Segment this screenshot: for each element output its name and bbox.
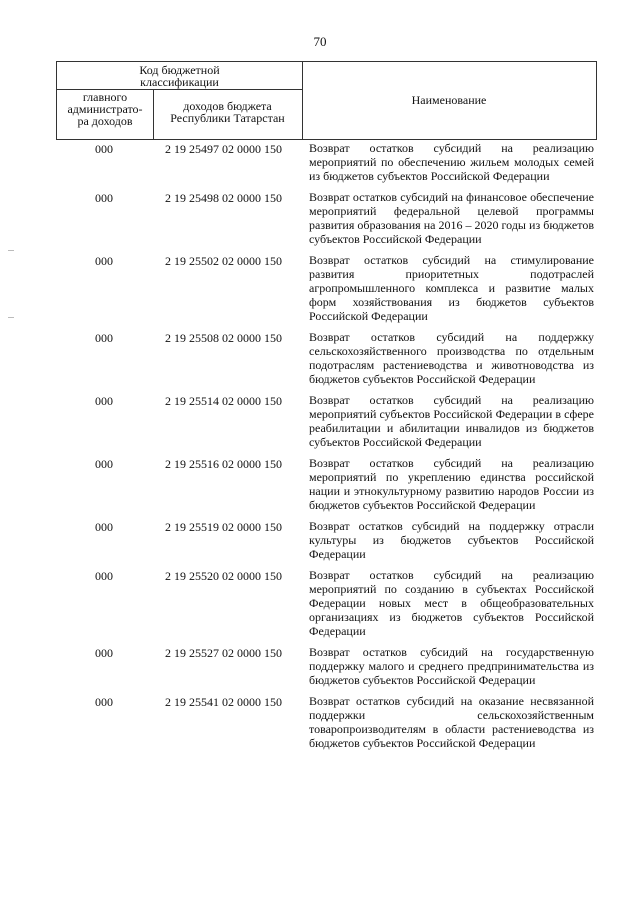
row-admin-code: 000: [95, 569, 113, 583]
row-name: Возврат остатков субсидий на реализацию мероприятий по обеспечению жильем молодых семей из бюджетов субъектов Российской Федерации: [309, 141, 594, 183]
row-name: Возврат остатков субсидий на государственную поддержку малого и среднего предпринимательства из бюджетов субъектов Российской Федерации: [309, 645, 594, 687]
row-admin-code: 000: [95, 457, 113, 471]
table-row: [0, 253, 640, 323]
row-budget-code: 2 19 25541 02 0000 150: [165, 695, 282, 709]
header-admin-line1: главного: [82, 90, 128, 104]
row-admin-code: 000: [95, 520, 113, 534]
row-admin-code: 000: [95, 254, 113, 268]
table-header: [56, 61, 597, 140]
header-chief-administrator: [57, 91, 153, 127]
row-budget-code: 2 19 25527 02 0000 150: [165, 646, 282, 660]
row-name: Возврат остатков субсидий на финансовое обеспечение мероприятий федеральной целевой программы развития образования на 2016 – 2020 годы из бюджетов субъектов Российской Федерации: [309, 190, 594, 246]
row-budget-code: 2 19 25502 02 0000 150: [165, 254, 282, 268]
row-budget-code: 2 19 25514 02 0000 150: [165, 394, 282, 408]
header-admin-line3: ра доходов: [77, 114, 133, 128]
row-admin-code: 000: [95, 142, 113, 156]
scan-margin-mark: [8, 250, 14, 251]
row-name: Возврат остатков субсидий на оказание несвязанной поддержки сельскохозяйственным товаропроизводителям в области растениеводства из бюджетов субъектов Российской Федерации: [309, 694, 594, 750]
table-row: [0, 568, 640, 638]
row-name: Возврат остатков субсидий на стимулирование развития приоритетных подотраслей агропромышленного комплекса и развитие малых форм хозяйствования из бюджетов субъектов Российской Федерации: [309, 253, 594, 323]
header-budget-code-line2: классификации: [140, 75, 219, 89]
table-body: [0, 141, 640, 750]
header-revenues-line2: Республики Татарстан: [170, 111, 285, 125]
row-budget-code: 2 19 25519 02 0000 150: [165, 520, 282, 534]
header-budget-code-line1: Код бюджетной: [139, 63, 220, 77]
table-row: [0, 645, 640, 687]
row-admin-code: 000: [95, 331, 113, 345]
row-name: Возврат остатков субсидий на реализацию мероприятий по созданию в субъектах Российской Федерации новых мест в общеобразовательных организациях из бюджетов субъектов Российской Федерации: [309, 568, 594, 638]
table-row: [0, 694, 640, 750]
table-row: [0, 456, 640, 512]
header-budget-revenues: [153, 100, 302, 124]
row-name: Возврат остатков субсидий на поддержку отрасли культуры из бюджетов субъектов Российской Федерации: [309, 519, 594, 561]
table-row: [0, 393, 640, 449]
row-budget-code: 2 19 25498 02 0000 150: [165, 191, 282, 205]
table-row: [0, 190, 640, 246]
row-budget-code: 2 19 25497 02 0000 150: [165, 142, 282, 156]
table-row: [0, 141, 640, 183]
scan-margin-mark: [8, 317, 14, 318]
header-admin-line2: администрато-: [67, 102, 143, 116]
row-admin-code: 000: [95, 695, 113, 709]
row-admin-code: 000: [95, 394, 113, 408]
header-budget-code: [57, 64, 302, 88]
header-revenues-line1: доходов бюджета: [183, 99, 272, 113]
header-name: Наименование: [411, 93, 487, 107]
page-number: 70: [313, 34, 327, 49]
table-row: [0, 519, 640, 561]
row-admin-code: 000: [95, 646, 113, 660]
row-budget-code: 2 19 25520 02 0000 150: [165, 569, 282, 583]
row-name: Возврат остатков субсидий на реализацию мероприятий субъектов Российской Федерации в сфере реабилитации и абилитации инвалидов из бюджетов субъектов Российской Федерации: [309, 393, 594, 449]
row-budget-code: 2 19 25508 02 0000 150: [165, 331, 282, 345]
row-name: Возврат остатков субсидий на поддержку сельскохозяйственного производства по отдельным подотраслям растениеводства и животноводства из бюджетов субъектов Российской Федерации: [309, 330, 594, 386]
table-row: [0, 330, 640, 386]
row-budget-code: 2 19 25516 02 0000 150: [165, 457, 282, 471]
row-name: Возврат остатков субсидий на реализацию мероприятий по укреплению единства российской нации и этнокультурному развитию народов России из бюджетов субъектов Российской Федерации: [309, 456, 594, 512]
row-admin-code: 000: [95, 191, 113, 205]
